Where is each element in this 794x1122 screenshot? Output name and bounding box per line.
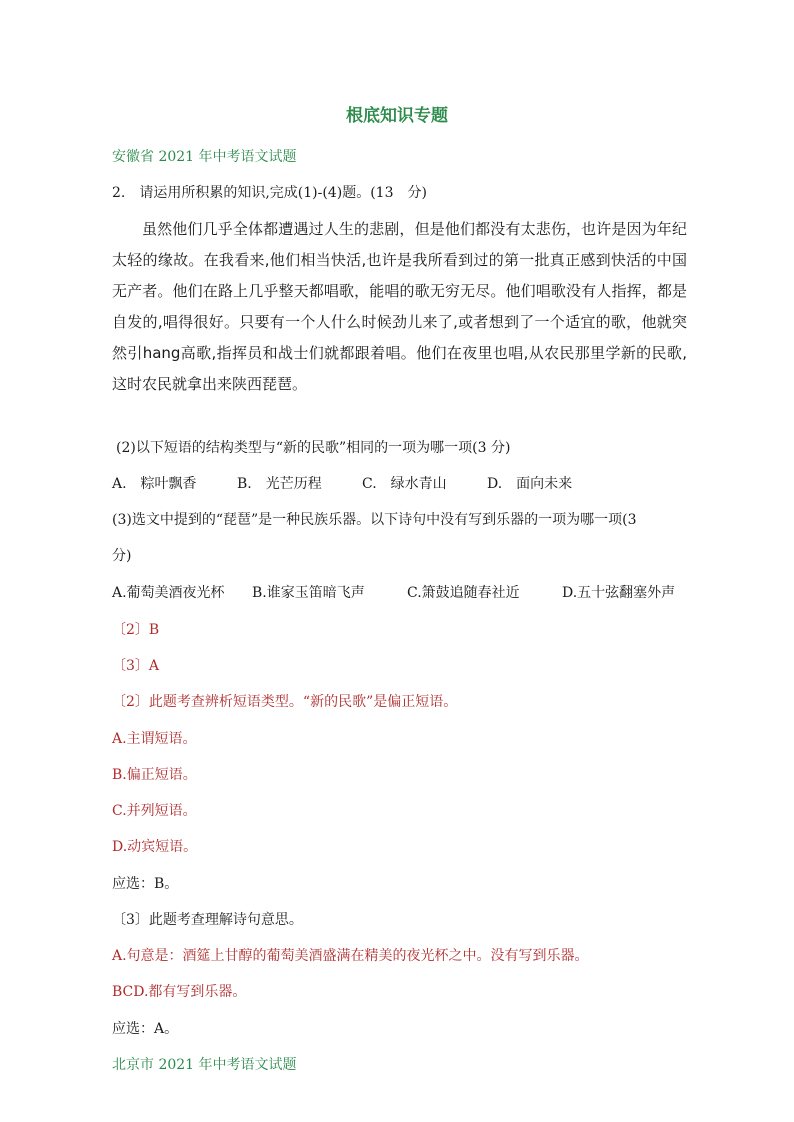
- analysis-3-item-bcd: BCD.都有写到乐器。: [112, 984, 247, 1000]
- q2-stem: (2)以下短语的结构类型与“新的民歌”相同的一项为哪一项(3 分): [116, 440, 511, 456]
- section-heading-anhui: 安徽省 2021 年中考语文试题: [112, 149, 297, 165]
- q3-option-b: B.谁家玉笛暗飞声: [252, 585, 365, 601]
- q2-option-a: A. 粽叶飘香: [112, 476, 197, 492]
- q2-option-b: B. 光芒历程: [237, 476, 322, 492]
- question-stem: 2. 请运用所积累的知识,完成(1)-(4)题。(13 分): [112, 185, 427, 201]
- q3-options: [112, 584, 675, 602]
- analysis-3-item-a: A.句意是：酒筵上甘醇的葡萄美酒盛满在精美的夜光杯之中。没有写到乐器。: [112, 948, 589, 964]
- q3-option-a: A.葡萄美酒夜光杯: [112, 585, 225, 601]
- analysis-2-head: 〔2〕此题考查辨析短语类型。“新的民歌”是偏正短语。: [112, 694, 458, 710]
- analysis-2-conclusion: 应选：B。: [112, 876, 179, 892]
- analysis-3-head: 〔3〕此题考查理解诗句意思。: [112, 912, 303, 928]
- q2-option-d: D. 面向未来: [487, 476, 573, 492]
- answer-2: 〔2〕B: [112, 622, 160, 638]
- page-title: 根底知识专题: [346, 106, 448, 126]
- q3-option-d: D.五十弦翻塞外声: [562, 585, 676, 601]
- q3-option-c: C.箫鼓追随春社近: [407, 585, 520, 601]
- analysis-3-conclusion: 应选：A。: [112, 1021, 179, 1037]
- q3-stem-line2: 分): [112, 548, 132, 564]
- q2-options: [112, 475, 572, 493]
- reading-passage: 虽然他们几乎全体都遭遇过人生的悲剧，但是他们都没有太悲伤，也许是因为年纪太轻的缘故。在我看来,他们相当快活,也许是我所看到过的第一批真正感到快活的中国无产者。他们在路上几乎整天都唱歌，能唱的歌无穷无尽。他们唱歌没有人指挥，都是自发的,唱得很好。只要有一个人什么时候劲儿来了,或者想到了一个适宜的歌，他就突然引hang高歌,指挥员和战士们就都跟着唱。他们在夜里也唱,从农民那里学新的民歌,这时农民就拿出来陕西琵琶。: [112, 220, 687, 393]
- answer-3: 〔3〕A: [112, 658, 160, 674]
- analysis-2-item-c: C.并列短语。: [112, 803, 197, 819]
- analysis-2-item-a: A.主谓短语。: [112, 731, 197, 747]
- section-heading-beijing: 北京市 2021 年中考语文试题: [112, 1057, 297, 1073]
- q2-option-c: C. 绿水青山: [362, 476, 447, 492]
- q3-stem-line1: (3)选文中提到的“琵琶”是一种民族乐器。以下诗句中没有写到乐器的一项为哪一项(3: [112, 512, 637, 528]
- analysis-2-item-b: B.偏正短语。: [112, 767, 197, 783]
- analysis-2-item-d: D.动宾短语。: [112, 839, 198, 855]
